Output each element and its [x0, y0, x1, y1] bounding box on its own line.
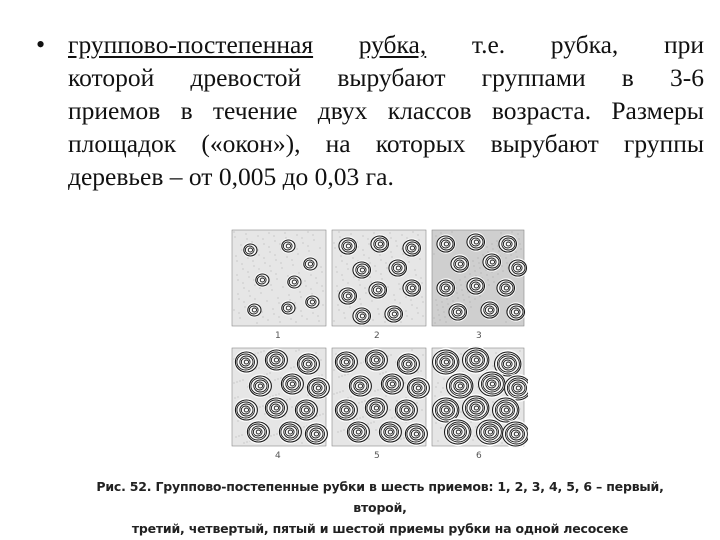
word: («окон»), [201, 129, 301, 158]
panel-number-1: 1 [275, 331, 281, 341]
forest-panel-3 [432, 230, 528, 326]
tree-group-rings [348, 374, 372, 398]
text-line-5 [68, 160, 394, 193]
tree-group-rings [498, 234, 518, 254]
tree-group-rings [338, 236, 358, 256]
tree-group-rings [436, 234, 456, 254]
tree-group-rings [396, 352, 420, 376]
tree-group-rings [482, 252, 502, 272]
tree-group-rings [334, 350, 358, 374]
term-underlined: групповo-постепенная [68, 30, 314, 59]
tree-group-rings [294, 398, 318, 422]
tree-group-rings [450, 254, 470, 274]
word: вырубают [490, 129, 599, 158]
word: двух [317, 96, 368, 125]
tree-group-rings [378, 420, 402, 444]
tree-group-rings [496, 278, 516, 298]
tree-group-rings [432, 348, 460, 376]
tree-group-rings [402, 238, 422, 258]
panel-number-3: 3 [476, 331, 482, 341]
tree-group-rings [280, 372, 304, 396]
word: на [325, 129, 351, 158]
bullet-marker: • [36, 30, 46, 59]
tree-group-rings [364, 348, 388, 372]
tree-group-rings [478, 370, 506, 398]
tree-group-rings [234, 398, 258, 422]
tree-group-rings [242, 242, 257, 257]
tree-group-rings [480, 300, 500, 320]
caption-line-2: третий, четвертый, пятый и шестой приемы рубки на одной лесосеке [131, 521, 629, 536]
tree-group-rings [304, 422, 328, 446]
tree-group-rings [264, 396, 288, 420]
word: в [621, 63, 634, 92]
tree-group-rings [334, 398, 358, 422]
text-line-4 [68, 127, 704, 160]
tree-group-rings [364, 396, 388, 420]
tree-group-rings [286, 274, 301, 289]
word: рубка, [550, 30, 619, 59]
text-line-2 [68, 61, 704, 94]
tree-group-rings [370, 234, 390, 254]
tree-group-rings [368, 280, 388, 300]
word: древостой [190, 63, 302, 92]
forest-panel-5 [332, 348, 430, 446]
panel-number-6: 6 [476, 451, 482, 461]
tree-group-rings [234, 350, 258, 374]
tree-group-rings [304, 294, 319, 309]
word: возраста. [491, 96, 592, 125]
word: группами [481, 63, 586, 92]
text-line-1 [68, 28, 704, 61]
word: которых [375, 129, 466, 158]
tree-group-rings [380, 372, 404, 396]
text-line-3 [68, 94, 704, 127]
tree-group-rings [338, 286, 358, 306]
word: группы [623, 129, 704, 158]
cutting-stages-figure [228, 222, 528, 467]
word: при [663, 30, 704, 59]
word: в [180, 96, 193, 125]
tree-group-rings [506, 302, 526, 322]
tree-group-rings [264, 348, 288, 372]
panel-number-4: 4 [275, 451, 281, 461]
tree-group-rings [444, 418, 472, 446]
tree-group-rings [246, 420, 270, 444]
panel-number-5: 5 [374, 451, 380, 461]
tree-group-rings [404, 422, 428, 446]
forest-panel-6 [432, 346, 528, 448]
tree-group-rings [466, 232, 486, 252]
word: вырубают [337, 63, 446, 92]
tree-group-rings [280, 300, 295, 315]
tree-group-rings [462, 394, 490, 422]
forest-panel-2 [332, 230, 426, 326]
tree-group-rings [306, 376, 330, 400]
tree-group-rings [280, 238, 295, 253]
word: классов [387, 96, 472, 125]
word: т.е. [471, 30, 506, 59]
tree-group-rings [388, 258, 408, 278]
panel-number-2: 2 [374, 331, 380, 341]
tree-group-rings [466, 276, 486, 296]
tree-group-rings [352, 306, 372, 326]
tree-group-rings [278, 420, 302, 444]
forest-panel-1 [232, 230, 326, 326]
figure-caption [80, 476, 680, 539]
tree-group-rings [436, 278, 456, 298]
tree-group-rings [462, 346, 490, 374]
word: которой [68, 63, 155, 92]
tree-group-rings [448, 302, 468, 322]
tree-group-rings [508, 258, 528, 278]
tree-group-rings [476, 418, 504, 446]
word: Размеры [611, 96, 704, 125]
word: приемов [68, 96, 161, 125]
tree-group-rings [246, 302, 261, 317]
tree-group-rings [402, 278, 422, 298]
caption-line-1: Рис. 52. Группово-постепенные рубки в шесть приемов: 1, 2, 3, 4, 5, 6 – первый, второй, [96, 479, 664, 515]
tree-group-rings [352, 260, 372, 280]
word: 3-6 [669, 63, 704, 92]
word: рубка, [358, 30, 427, 59]
tree-group-rings [296, 352, 320, 376]
tree-group-rings [394, 398, 418, 422]
forest-panel-4 [232, 348, 330, 446]
tree-group-rings [384, 304, 404, 324]
word: площадок [68, 129, 177, 158]
tree-group-rings [254, 272, 269, 287]
word: течение [212, 96, 298, 125]
word: деревьев – от 0,005 до 0,03 га. [68, 162, 394, 191]
tree-group-rings [248, 374, 272, 398]
tree-group-rings [346, 420, 370, 444]
tree-group-rings [302, 256, 317, 271]
tree-group-rings [406, 376, 430, 400]
